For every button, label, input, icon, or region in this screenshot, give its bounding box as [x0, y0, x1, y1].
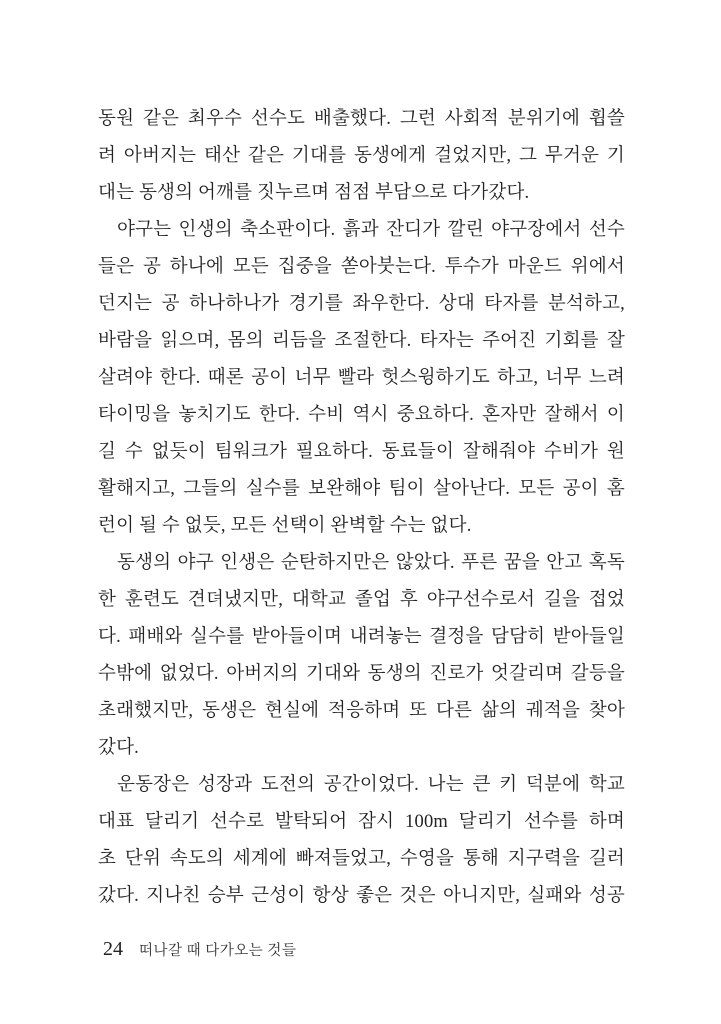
text-line: 동원 같은 최우수 선수도 배출했다. 그런 사회적 분위기에 휩쓸	[98, 109, 625, 129]
text-line: 바람을 읽으며, 몸의 리듬을 조절한다. 타자는 주어진 기회를 잘	[98, 331, 625, 351]
text-block	[98, 101, 625, 915]
text-line: 타이밍을 놓치기도 한다. 수비 역시 중요하다. 혼자만 잘해서 이	[98, 405, 625, 425]
text-line: 들은 공 하나에 모든 집중을 쏟아붓는다. 투수가 마운드 위에서	[98, 257, 625, 277]
text-line: 대표 달리기 선수로 발탁되어 잠시 100m 달리기 선수를 하며	[98, 812, 625, 832]
running-title: 떠나갈 때 다가오는 것들	[139, 943, 297, 959]
text-line: 다. 패배와 실수를 받아들이며 내려놓는 결정을 담담히 받아들일	[98, 627, 625, 647]
text-line: 대는 동생의 어깨를 짓누르며 점점 부담으로 다가갔다.	[98, 183, 530, 203]
text-line: 갔다. 지나친 승부 근성이 항상 좋은 것은 아니지만, 실패와 성공	[98, 886, 625, 906]
page-number: 24	[103, 938, 123, 960]
text-line: 려 아버지는 태산 같은 기대를 동생에게 걸었지만, 그 무거운 기	[98, 146, 625, 166]
text-line: 초 단위 속도의 세계에 빠져들었고, 수영을 통해 지구력을 길러	[98, 849, 625, 869]
page-footer	[103, 938, 296, 961]
text-line: 갔다.	[98, 738, 139, 758]
text-line: 동생의 야구 인생은 순탄하지만은 않았다. 푸른 꿈을 안고 혹독	[117, 553, 625, 573]
text-line: 던지는 공 하나하나가 경기를 좌우한다. 상대 타자를 분석하고,	[98, 294, 625, 314]
text-line: 수밖에 없었다. 아버지의 기대와 동생의 진로가 엇갈리며 갈등을	[98, 664, 625, 684]
text-line: 길 수 없듯이 팀워크가 필요하다. 동료들이 잘해줘야 수비가 원	[98, 442, 625, 462]
text-line: 활해지고, 그들의 실수를 보완해야 팀이 살아난다. 모든 공이 홈	[98, 479, 625, 499]
text-line: 초래했지만, 동생은 현실에 적응하며 또 다른 삶의 궤적을 찾아	[98, 701, 625, 721]
text-line: 운동장은 성장과 도전의 공간이었다. 나는 큰 키 덕분에 학교	[117, 775, 625, 795]
text-line: 살려야 한다. 때론 공이 너무 빨라 헛스윙하기도 하고, 너무 느려	[98, 368, 625, 388]
text-line: 한 훈련도 견뎌냈지만, 대학교 졸업 후 야구선수로서 길을 접었	[98, 590, 625, 610]
text-line: 야구는 인생의 축소판이다. 흙과 잔디가 깔린 야구장에서 선수	[117, 220, 625, 240]
text-line: 런이 될 수 없듯, 모든 선택이 완벽할 수는 없다.	[98, 516, 472, 536]
